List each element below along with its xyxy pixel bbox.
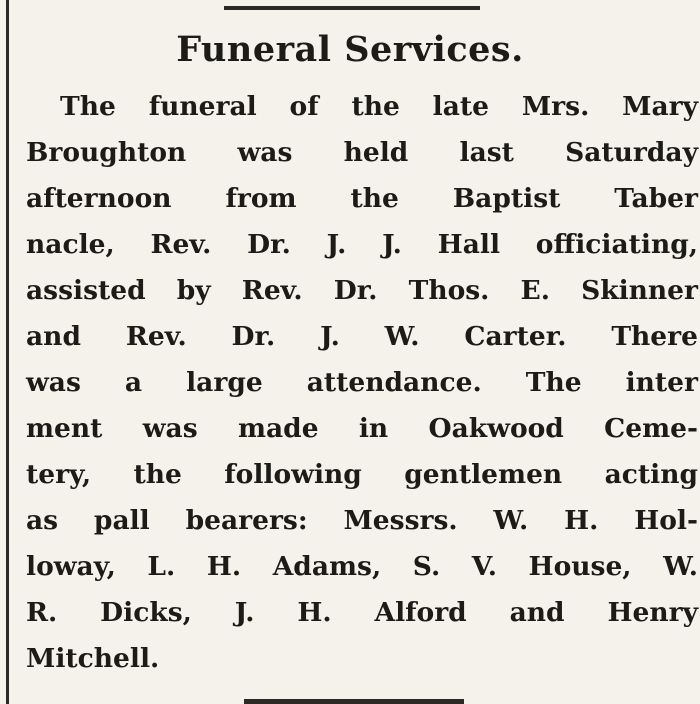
article-line: The funeral of the late Mrs. Mary [60, 91, 698, 122]
top-divider-rule [224, 6, 480, 10]
article-line: loway, L. H. Adams, S. V. House, W. [26, 551, 698, 582]
article-line: and Rev. Dr. J. W. Carter. There [26, 321, 698, 352]
article-line: ment was made in Oakwood Ceme- [26, 413, 698, 444]
article-headline: Funeral Services. [176, 29, 524, 70]
article-line: nacle, Rev. Dr. J. J. Hall officiating, [26, 229, 698, 260]
article-body [26, 84, 698, 682]
article-line: tery, the following gentlemen acting [26, 459, 698, 490]
article-line: assisted by Rev. Dr. Thos. E. Skinner [26, 275, 698, 306]
article-line: R. Dicks, J. H. Alford and Henry [26, 597, 698, 628]
column-rule [6, 0, 9, 704]
article-line: was a large attendance. The inter [26, 367, 698, 398]
article-line: Broughton was held last Saturday [26, 137, 698, 168]
bottom-divider-rule [244, 699, 464, 704]
article-line: afternoon from the Baptist Taber [26, 183, 698, 214]
article-line: as pall bearers: Messrs. W. H. Hol- [26, 505, 698, 536]
article-line: Mitchell. [26, 643, 160, 674]
